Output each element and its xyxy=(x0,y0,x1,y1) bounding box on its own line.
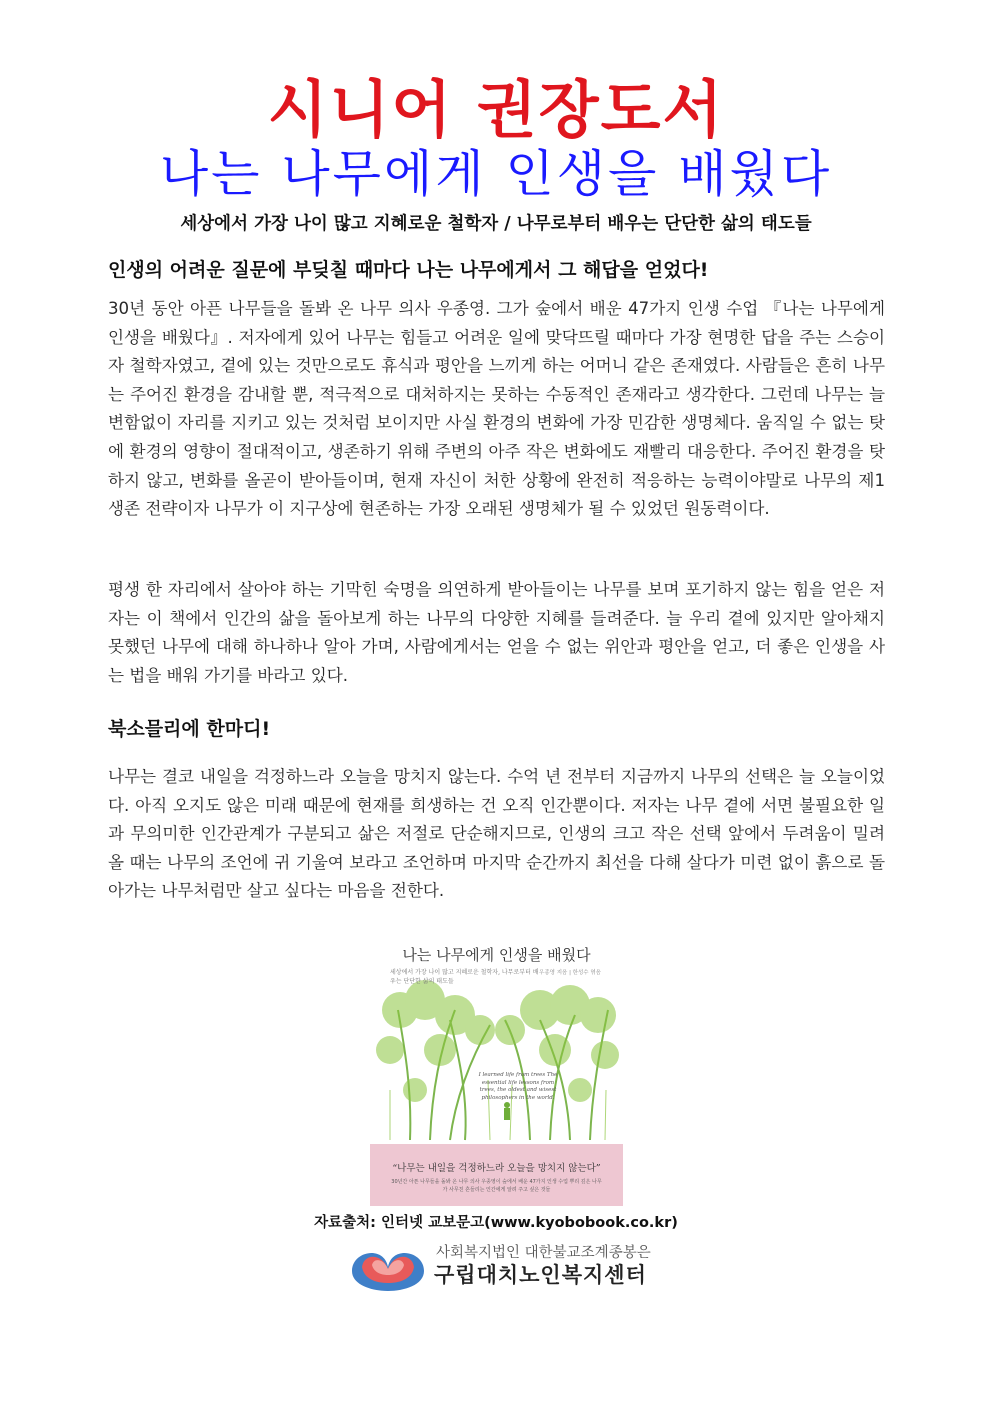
lotus-logo-icon xyxy=(344,1237,432,1293)
section2-paragraph: 나무는 결코 내일을 걱정하느라 오늘을 망치지 않는다. 수억 년 전부터 지금까지 나무의 선택은 늘 오늘이었다. 아직 오지도 않은 미래 때문에 현재를 희생하는 건 오직 인간뿐이다. 저자는 나무 곁에 서면 불필요한 일과 무의미한 인간관계가 구분되고 삶은 저절로 단순해지므로, 인생의 크고 작은 선택 앞에서 두려움이 밀려올 때는 나무의 조언에 귀 기울여 보라고 조언하며 마지막 순간까지 최선을 다해 살다가 미련 없이 흙으로 돌아가는 나무처럼만 살고 싶다는 마음을 전한다. xyxy=(108,767,885,901)
source-credit: 자료출처: 인터넷 교보문고(www.kyobobook.co.kr) xyxy=(314,1215,678,1231)
book-cover xyxy=(370,940,623,1206)
org-name-line2: 구립대치노인복지센터 xyxy=(434,1263,647,1287)
cover-title: 나는 나무에게 인생을 배웠다 xyxy=(402,946,591,964)
section1-paragraph1: 30년 동안 아픈 나무들을 돌봐 온 나무 의사 우종영. 그가 숲에서 배운 47가지 인생 수업 『나는 나무에게 인생을 배웠다』. 저자에게 있어 나무는 힘들고 어려운 일에 맞닥뜨릴 때마다 가장 현명한 답을 주는 스승이자 철학자였고, 곁에 있는 것만으로도 휴식과 평안을 느끼게 하는 어머니 같은 존재였다. 사람들은 흔히 나무는 주어진 환경을 감내할 뿐, 적극적으로 대처하지는 못하는 수동적인 존재라고 생각한다. 그런데 나무는 늘 변함없이 자리를 지키고 있는 것처럼 보이지만 사실 환경의 변화에 가장 민감한 생명체다. 움직일 수 없는 탓에 환경의 영향이 절대적이고, 생존하기 위해 주변의 아주 작은 변화에도 재빨리 대응한다. 주어진 환경을 탓하지 않고, 변화를 올곧이 받아들이며, 현재 자신이 처한 상황에 완전히 적응하는 능력이야말로 나무의 제1 생존 전략이자 나무가 이 지구상에 현존하는 가장 오래된 생명체가 될 수 있었던 원동력이다. xyxy=(108,299,885,519)
book-title: 나는 나무에게 인생을 배웠다 xyxy=(159,145,833,203)
cover-subtitle: 세상에서 가장 나이 많고 지혜로운 철학자, 나무로부터 배우는 단단한 삶의 태도들 xyxy=(390,969,539,985)
cover-author: 우종영 지음 | 한성수 엮음 xyxy=(539,970,601,976)
cover-quote: “나무는 내일을 걱정하느라 오늘을 망치지 않는다” xyxy=(392,1163,601,1174)
section1-paragraph2: 평생 한 자리에서 살아야 하는 기막힌 숙명을 의연하게 받아들이는 나무를 보며 포기하지 않는 힘을 얻은 저자는 이 책에서 인간의 삶을 돌아보게 하는 나무의 다양한 지혜를 들려준다. 늘 우리 곁에 있지만 알아채지 못했던 나무에 대해 하나하나 알아 가며, 사람에게서는 얻을 수 없는 위안과 평안을 얻고, 더 좋은 인생을 사는 법을 배워 가기를 바라고 있다. xyxy=(108,580,885,685)
cover-description: 30년간 아픈 나무들을 돌봐 온 나무 의사 우종영이 숲에서 배운 47가지 인생 수업 뿌리 깊은 나무가 사무친 흔들리는 인간에게 알려 주고 싶은 것들 xyxy=(391,1179,602,1193)
book-subtitle: 세상에서 가장 나이 많고 지혜로운 철학자 / 나무로부터 배우는 단단한 삶의 태도들 xyxy=(180,214,812,234)
cover-english-text: I learned life from trees The essential life lessons from trees, the oldest and wisest philosophers in the world. xyxy=(478,1072,558,1101)
org-name-line1: 사회복지법인 대한불교조계종봉은 xyxy=(436,1245,651,1261)
org-logo xyxy=(344,1237,654,1293)
cover-band xyxy=(370,1144,623,1206)
page-title: 시니어 권장도서 xyxy=(267,73,725,146)
section1-heading: 인생의 어려운 질문에 부딪칠 때마다 나는 나무에게서 그 해답을 얻었다! xyxy=(108,259,709,281)
section2-heading: 북소믈리에 한마디! xyxy=(108,718,271,740)
